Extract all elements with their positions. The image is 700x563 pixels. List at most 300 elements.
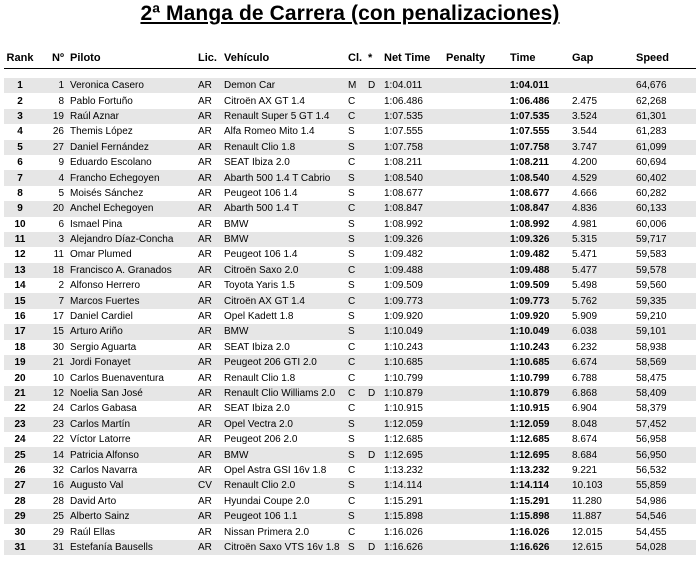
number-cell: 6: [58, 218, 64, 230]
flag-cell: [366, 201, 382, 216]
gap-cell: 5.498: [572, 280, 598, 292]
class-cell: S: [346, 232, 366, 247]
penalty-cell: [444, 293, 508, 308]
class-cell: S: [348, 311, 355, 323]
pilot-cell: Raúl Aznar: [68, 109, 196, 124]
license-cell: AR: [196, 417, 222, 432]
license-cell: CV: [196, 478, 222, 493]
class-cell: C: [348, 464, 356, 476]
gap-cell: 5.909: [572, 311, 598, 323]
number-cell: 11: [53, 249, 64, 261]
license-cell: AR: [196, 232, 222, 247]
penalty-cell: [444, 478, 508, 493]
col-rank-header: Rank: [4, 48, 36, 69]
rank-cell: 27: [4, 478, 36, 493]
speed-cell: 60,282: [636, 187, 667, 199]
license-cell: AR: [198, 403, 212, 415]
table-row: [4, 524, 696, 539]
pilot-cell: David Arto: [70, 495, 117, 507]
vehicle-cell: Abarth 500 1.4 T: [222, 201, 346, 216]
license-cell: AR: [198, 341, 212, 353]
net-time-cell: 1:16.626: [382, 540, 444, 555]
gap-cell: 8.048: [570, 417, 634, 432]
license-cell: AR: [196, 170, 222, 185]
pilot-cell: Anchel Echegoyen: [68, 201, 196, 216]
time-cell: 1:15.291: [510, 495, 550, 507]
table-row: [4, 324, 696, 339]
table-row: [4, 93, 696, 108]
net-time-cell: 1:06.486: [384, 95, 423, 107]
rank-cell: 30: [14, 526, 26, 538]
license-cell: AR: [198, 495, 212, 507]
rank-cell: 16: [14, 311, 26, 323]
license-cell: AR: [196, 324, 222, 339]
gap-cell: 8.674: [572, 434, 598, 446]
flag-cell: [366, 140, 382, 155]
net-time-cell: 1:08.677: [384, 187, 423, 199]
rank-cell: 15: [4, 293, 36, 308]
penalty-cell: [444, 170, 508, 185]
rank-cell: 20: [14, 372, 26, 384]
vehicle-cell: Renault Clio 1.8: [222, 140, 346, 155]
gap-cell: 11.280: [572, 495, 602, 507]
gap-cell: 3.747: [570, 140, 634, 155]
penalty-cell: [444, 324, 508, 339]
flag-cell: [366, 293, 382, 308]
net-time-cell: 1:08.211: [384, 157, 423, 169]
flag-cell: [366, 263, 382, 278]
flag-cell: [366, 186, 382, 201]
vehicle-cell: BMW: [222, 324, 346, 339]
time-cell: 1:13.232: [510, 464, 550, 476]
pilot-cell: Carlos Gabasa: [70, 403, 137, 415]
gap-cell: 4.529: [570, 170, 634, 185]
rank-cell: 12: [14, 249, 26, 261]
gap-cell: 5.315: [570, 232, 634, 247]
gap-cell: 6.868: [570, 386, 634, 401]
net-time-cell: 1:10.879: [382, 386, 444, 401]
speed-cell: 58,938: [636, 341, 667, 353]
number-cell: 24: [52, 403, 64, 415]
time-cell: 1:08.540: [508, 170, 570, 185]
license-cell: AR: [196, 386, 222, 401]
class-cell: S: [346, 447, 366, 462]
rank-cell: 19: [4, 355, 36, 370]
table-row: [4, 140, 696, 155]
speed-cell: 59,101: [634, 324, 696, 339]
vehicle-cell: Hyundai Coupe 2.0: [224, 495, 310, 507]
rank-cell: 26: [14, 464, 26, 476]
pilot-cell: Daniel Fernández: [68, 140, 196, 155]
table-row: [4, 355, 696, 370]
speed-cell: 58,569: [634, 355, 696, 370]
col-speed-header: Speed: [634, 48, 696, 69]
speed-cell: 58,379: [636, 403, 667, 415]
net-time-cell: 1:10.915: [384, 403, 423, 415]
rank-cell: 17: [4, 324, 36, 339]
col-time-header: Time: [508, 48, 570, 69]
speed-cell: 62,268: [636, 95, 667, 107]
penalty-cell: [444, 401, 508, 416]
license-cell: AR: [196, 140, 222, 155]
speed-cell: 58,475: [636, 372, 667, 384]
time-cell: 1:09.509: [510, 280, 550, 292]
table-row: [4, 78, 696, 93]
penalty-cell: [444, 463, 508, 478]
header-row: [4, 48, 696, 69]
col-vehicle-header: Vehículo: [222, 48, 346, 69]
speed-cell: 59,335: [634, 293, 696, 308]
speed-cell: 56,950: [634, 447, 696, 462]
license-cell: AR: [196, 355, 222, 370]
pilot-cell: Alejandro Díaz-Concha: [68, 232, 196, 247]
net-time-cell: 1:04.011: [382, 78, 444, 93]
net-time-cell: 1:13.232: [384, 464, 423, 476]
time-cell: 1:09.488: [508, 263, 570, 278]
number-cell: 28: [52, 495, 64, 507]
time-cell: 1:08.677: [510, 187, 550, 199]
table-row: [4, 201, 696, 216]
time-cell: 1:12.695: [508, 447, 570, 462]
pilot-cell: Veronica Casero: [68, 78, 196, 93]
class-cell: C: [348, 495, 356, 507]
penalty-cell: [444, 201, 508, 216]
class-cell: C: [346, 263, 366, 278]
vehicle-cell: Renault Clio 2.0: [222, 478, 346, 493]
flag-cell: [366, 463, 382, 478]
license-cell: AR: [198, 249, 212, 261]
vehicle-cell: Renault Clio Williams 2.0: [222, 386, 346, 401]
rank-cell: 21: [4, 386, 36, 401]
net-time-cell: 1:09.509: [384, 280, 423, 292]
license-cell: AR: [198, 464, 212, 476]
penalty-cell: [444, 247, 508, 262]
net-time-cell: 1:12.059: [382, 417, 444, 432]
penalty-cell: [444, 186, 508, 201]
table-row: [4, 186, 696, 201]
number-cell: 20: [36, 201, 68, 216]
class-cell: S: [346, 509, 366, 524]
flag-cell: [366, 370, 382, 385]
gap-cell: 9.221: [572, 464, 598, 476]
class-cell: C: [348, 157, 356, 169]
vehicle-cell: Opel Kadett 1.8: [224, 311, 294, 323]
number-cell: 30: [52, 341, 64, 353]
number-cell: 1: [36, 78, 68, 93]
license-cell: AR: [196, 263, 222, 278]
flag-cell: D: [366, 540, 382, 555]
table-row: [4, 247, 696, 262]
class-cell: C: [348, 341, 356, 353]
vehicle-cell: BMW: [222, 232, 346, 247]
time-cell: 1:09.326: [508, 232, 570, 247]
time-cell: 1:16.626: [508, 540, 570, 555]
pilot-cell: Marcos Fuertes: [68, 293, 196, 308]
flag-cell: [366, 247, 382, 262]
number-cell: 27: [36, 140, 68, 155]
flag-cell: [366, 124, 382, 139]
time-cell: 1:08.992: [510, 218, 550, 230]
class-cell: C: [346, 109, 366, 124]
speed-cell: 59,717: [634, 232, 696, 247]
class-cell: S: [348, 280, 355, 292]
gap-cell: 5.477: [570, 263, 634, 278]
penalty-cell: [444, 217, 508, 232]
pilot-cell: Arturo Ariño: [68, 324, 196, 339]
col-num-header: Nº: [36, 48, 68, 69]
gap-cell: 12.615: [570, 540, 634, 555]
number-cell: 2: [58, 280, 64, 292]
speed-cell: 59,210: [636, 311, 667, 323]
time-cell: 1:06.486: [510, 95, 550, 107]
pilot-cell: Alberto Sainz: [68, 509, 196, 524]
number-cell: 23: [36, 417, 68, 432]
speed-cell: 61,099: [634, 140, 696, 155]
gap-cell: 6.038: [570, 324, 634, 339]
number-cell: 10: [52, 372, 64, 384]
class-cell: C: [346, 201, 366, 216]
speed-cell: 60,694: [636, 157, 667, 169]
table-row: [4, 155, 696, 170]
license-cell: AR: [198, 95, 212, 107]
speed-cell: 60,006: [636, 218, 667, 230]
number-cell: 25: [36, 509, 68, 524]
flag-cell: D: [366, 447, 382, 462]
net-time-cell: 1:10.243: [384, 341, 423, 353]
table-row: [4, 340, 696, 355]
pilot-cell: Eduardo Escolano: [70, 157, 152, 169]
col-star-header: *: [366, 48, 382, 69]
class-cell: S: [346, 140, 366, 155]
penalty-cell: [444, 540, 508, 555]
speed-cell: 54,546: [634, 509, 696, 524]
speed-cell: 64,676: [634, 78, 696, 93]
net-time-cell: 1:07.758: [382, 140, 444, 155]
license-cell: AR: [198, 311, 212, 323]
vehicle-cell: Citroën AX GT 1.4: [222, 293, 346, 308]
table-row: [4, 540, 696, 555]
rank-cell: 5: [4, 140, 36, 155]
table-row: [4, 263, 696, 278]
time-cell: 1:04.011: [508, 78, 570, 93]
table-row: [4, 170, 696, 185]
vehicle-cell: Opel Astra GSI 16v 1.8: [224, 464, 327, 476]
class-cell: M: [346, 78, 366, 93]
number-cell: 32: [52, 464, 64, 476]
vehicle-cell: SEAT Ibiza 2.0: [224, 403, 290, 415]
net-time-cell: 1:16.026: [384, 526, 423, 538]
rank-cell: 11: [4, 232, 36, 247]
col-net-time-header: Net Time: [382, 48, 444, 69]
speed-cell: 60,402: [634, 170, 696, 185]
rank-cell: 1: [4, 78, 36, 93]
class-cell: C: [346, 355, 366, 370]
penalty-cell: [444, 232, 508, 247]
penalty-cell: [444, 309, 508, 324]
flag-cell: [366, 417, 382, 432]
class-cell: S: [348, 218, 355, 230]
license-cell: AR: [196, 78, 222, 93]
pilot-cell: Themis López: [70, 126, 133, 138]
vehicle-cell: SEAT Ibiza 2.0: [224, 341, 290, 353]
penalty-cell: [444, 78, 508, 93]
flag-cell: [366, 401, 382, 416]
time-cell: 1:10.799: [510, 372, 550, 384]
number-cell: 26: [52, 126, 64, 138]
time-cell: 1:09.920: [510, 311, 550, 323]
license-cell: AR: [198, 280, 212, 292]
rank-cell: 6: [17, 157, 23, 169]
pilot-cell: Carlos Martín: [68, 417, 196, 432]
rank-cell: 10: [14, 218, 26, 230]
gap-cell: 4.666: [572, 187, 598, 199]
pilot-cell: Augusto Val: [68, 478, 196, 493]
net-time-cell: 1:09.326: [382, 232, 444, 247]
vehicle-cell: Peugeot 206 GTI 2.0: [222, 355, 346, 370]
flag-cell: [366, 309, 382, 324]
gap-cell: 12.015: [572, 526, 603, 538]
time-cell: 1:16.026: [510, 526, 550, 538]
rank-cell: 13: [4, 263, 36, 278]
table-row: [4, 217, 696, 232]
class-cell: S: [346, 540, 366, 555]
number-cell: 3: [36, 232, 68, 247]
penalty-cell: [444, 386, 508, 401]
header-spacer: [4, 69, 696, 79]
col-penalty-header: Penalty: [444, 48, 508, 69]
results-body: [4, 69, 696, 556]
rank-cell: 24: [14, 434, 26, 446]
number-cell: 15: [36, 324, 68, 339]
class-cell: S: [348, 126, 355, 138]
gap-cell: 4.200: [572, 157, 598, 169]
class-cell: C: [348, 403, 356, 415]
license-cell: AR: [196, 293, 222, 308]
results-table: [4, 48, 696, 555]
table-row: [4, 124, 696, 139]
pilot-cell: Alfonso Herrero: [70, 280, 141, 292]
vehicle-cell: Renault Super 5 GT 1.4: [222, 109, 346, 124]
gap-cell: 6.232: [572, 341, 598, 353]
speed-cell: 54,455: [636, 526, 667, 538]
number-cell: 31: [36, 540, 68, 555]
flag-cell: [366, 324, 382, 339]
penalty-cell: [444, 93, 508, 108]
net-time-cell: 1:08.847: [382, 201, 444, 216]
pilot-cell: Raúl Ellas: [70, 526, 116, 538]
number-cell: 14: [36, 447, 68, 462]
rank-cell: 3: [4, 109, 36, 124]
penalty-cell: [444, 109, 508, 124]
time-cell: 1:08.847: [508, 201, 570, 216]
gap-cell: 8.684: [570, 447, 634, 462]
speed-cell: 61,301: [634, 109, 696, 124]
class-cell: C: [348, 372, 356, 384]
flag-cell: [366, 155, 382, 170]
time-cell: 1:12.685: [510, 434, 550, 446]
speed-cell: 60,133: [634, 201, 696, 216]
net-time-cell: 1:07.555: [384, 126, 423, 138]
rank-cell: 9: [4, 201, 36, 216]
gap-cell: 6.674: [570, 355, 634, 370]
time-cell: 1:15.898: [508, 509, 570, 524]
net-time-cell: 1:09.488: [382, 263, 444, 278]
vehicle-cell: Peugeot 106 1.4: [224, 187, 298, 199]
rank-cell: 8: [17, 187, 23, 199]
flag-cell: [366, 494, 382, 509]
pilot-cell: Víctor Latorre: [70, 434, 131, 446]
penalty-cell: [444, 494, 508, 509]
pilot-cell: Francisco A. Granados: [68, 263, 196, 278]
number-cell: 9: [58, 157, 64, 169]
gap-cell: 6.904: [572, 403, 598, 415]
number-cell: 7: [36, 293, 68, 308]
vehicle-cell: Peugeot 106 1.1: [222, 509, 346, 524]
flag-cell: [366, 93, 382, 108]
speed-cell: 59,583: [636, 249, 667, 261]
class-cell: S: [346, 324, 366, 339]
pilot-cell: Estefanía Bausells: [68, 540, 196, 555]
number-cell: 12: [36, 386, 68, 401]
gap-cell: 6.788: [572, 372, 598, 384]
penalty-cell: [444, 509, 508, 524]
pilot-cell: Carlos Navarra: [70, 464, 138, 476]
time-cell: 1:10.915: [510, 403, 550, 415]
speed-cell: 58,409: [634, 386, 696, 401]
penalty-cell: [444, 447, 508, 462]
time-cell: 1:07.555: [510, 126, 550, 138]
license-cell: AR: [198, 157, 212, 169]
number-cell: 29: [52, 526, 64, 538]
penalty-cell: [444, 370, 508, 385]
flag-cell: [366, 524, 382, 539]
pilot-cell: Jordi Fonayet: [68, 355, 196, 370]
rank-cell: 31: [4, 540, 36, 555]
flag-cell: [366, 509, 382, 524]
gap-cell: 2.475: [572, 95, 598, 107]
table-row: [4, 478, 696, 493]
gap-cell: 10.103: [570, 478, 634, 493]
rank-cell: 14: [14, 280, 26, 292]
rank-cell: 25: [4, 447, 36, 462]
penalty-cell: [444, 524, 508, 539]
gap-cell: [570, 78, 634, 93]
pilot-cell: Moisés Sánchez: [70, 187, 144, 199]
gap-cell: 4.836: [570, 201, 634, 216]
pilot-cell: Noelia San José: [68, 386, 196, 401]
gap-cell: 5.762: [570, 293, 634, 308]
vehicle-cell: Nissan Primera 2.0: [224, 526, 310, 538]
table-row: [4, 109, 696, 124]
pilot-cell: Carlos Buenaventura: [70, 372, 164, 384]
net-time-cell: 1:10.049: [382, 324, 444, 339]
penalty-cell: [444, 263, 508, 278]
flag-cell: [366, 340, 382, 355]
table-row: [4, 232, 696, 247]
penalty-cell: [444, 340, 508, 355]
vehicle-cell: BMW: [224, 218, 249, 230]
flag-cell: [366, 232, 382, 247]
time-cell: 1:09.482: [510, 249, 550, 261]
flag-cell: [366, 109, 382, 124]
penalty-cell: [444, 355, 508, 370]
license-cell: AR: [196, 540, 222, 555]
license-cell: AR: [196, 201, 222, 216]
pilot-cell: Ismael Pina: [70, 218, 123, 230]
vehicle-cell: BMW: [222, 447, 346, 462]
gap-cell: 11.887: [570, 509, 634, 524]
time-cell: 1:09.773: [508, 293, 570, 308]
